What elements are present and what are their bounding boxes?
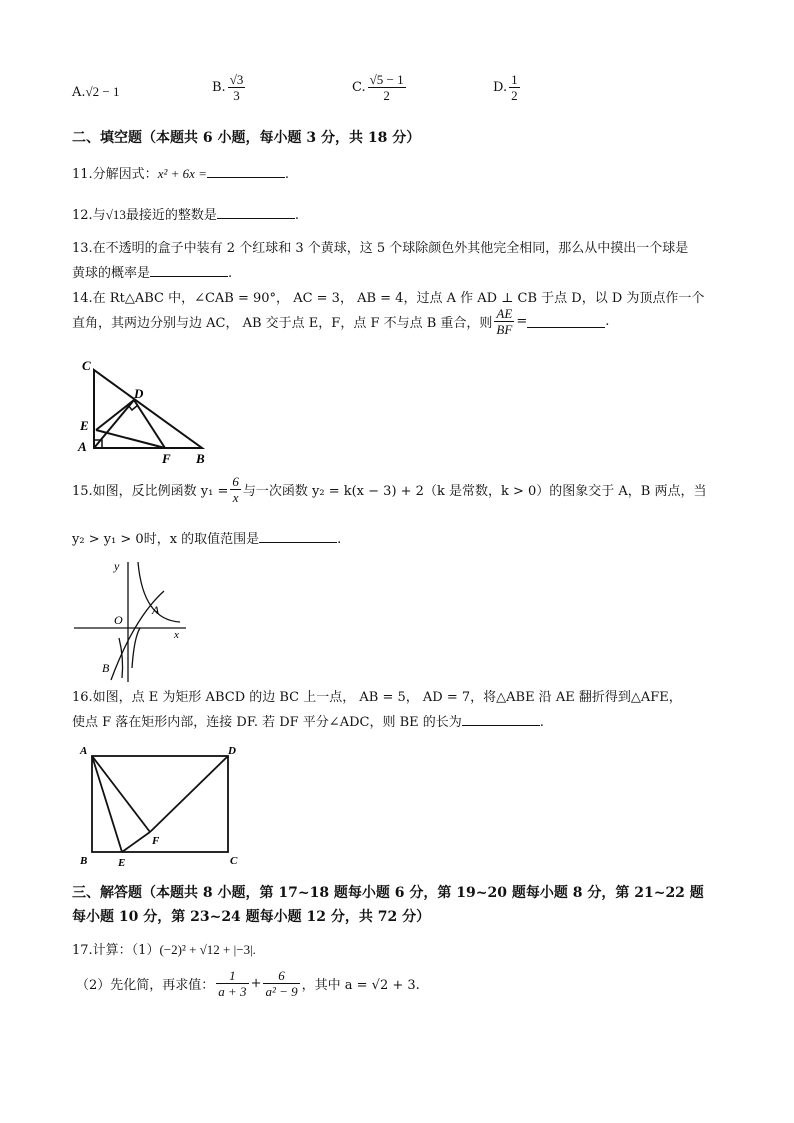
- q16-label-e: E: [118, 857, 126, 869]
- q15-fraction-denominator: x: [232, 490, 239, 505]
- q17-part-2-suffix: ，其中 a = √2 + 3.: [301, 978, 420, 993]
- question-17-part-1: [72, 939, 256, 958]
- question-15-line-1: [72, 474, 706, 505]
- question-14-line-2: [72, 306, 609, 337]
- option-c-denominator: 2: [383, 88, 390, 103]
- q14-equals: =: [516, 314, 528, 329]
- q12-suffix: .: [294, 208, 299, 223]
- q16-label-a: A: [80, 745, 88, 757]
- option-d-denominator: 2: [511, 88, 518, 103]
- option-a-text: √2 − 1: [85, 84, 120, 99]
- q14-label-f: F: [162, 451, 171, 466]
- q17-fraction-1-denominator: a + 3: [218, 984, 247, 999]
- section-3-heading-line-1: 三、解答题（本题共 8 小题，第 17~18 题每小题 6 分，第 19~20 题每小题 8 分，第 21~22 题: [72, 885, 704, 901]
- q14-label-e: E: [80, 418, 89, 433]
- q16-label-d: D: [228, 745, 236, 757]
- q15-part-2: 与一次函数 y₂ = k(x − 3) + 2（k 是常数，k > 0）的图象交于 A，B 两点，当: [242, 484, 707, 499]
- option-d: [493, 72, 522, 103]
- q16-text: 使点 F 落在矩形内部，连接 DF. 若 DF 平分∠ADC，则 BE 的长为: [72, 715, 462, 730]
- q12-prefix: 12.与: [72, 208, 106, 223]
- question-17-part-2: [76, 968, 420, 999]
- q16-label-b: B: [80, 855, 88, 867]
- q14-text: 直角，其两边分别与边 AC， AB 交于点 E，F，点 F 不与点 B 重合，则: [72, 316, 493, 331]
- question-16-line-1: 16.如图，点 E 为矩形 ABCD 的边 BC 上一点， AB = 5， AD = 7，将△ABE 沿 AE 翻折得到△AFE，: [72, 690, 682, 705]
- q12-answer-blank[interactable]: [217, 206, 295, 219]
- rectangle-figure-q16: [72, 740, 248, 870]
- q11-expression: x² + 6x =: [157, 166, 207, 181]
- q15-suffix: .: [337, 532, 342, 547]
- q14-fraction-numerator: AE: [496, 306, 513, 321]
- q13-suffix: .: [228, 266, 233, 281]
- option-a-label: A.: [72, 85, 86, 100]
- q15-label-y: y: [114, 559, 120, 573]
- question-11: [72, 163, 289, 182]
- option-c-numerator: √5 − 1: [369, 72, 404, 87]
- q11-prefix: 11.分解因式：: [72, 167, 158, 182]
- q14-answer-blank[interactable]: [527, 315, 605, 328]
- section-2-heading: 二、填空题（本题共 6 小题，每小题 3 分，共 18 分）: [72, 130, 421, 146]
- question-15-line-2: [72, 528, 341, 547]
- q14-label-a: A: [78, 439, 87, 454]
- question-13-line-2: [72, 262, 232, 281]
- q13-text: 黄球的概率是: [72, 266, 151, 281]
- q15-label-o: O: [114, 613, 123, 627]
- question-12: [72, 204, 299, 223]
- q15-answer-blank[interactable]: [259, 530, 337, 543]
- q14-label-d: D: [134, 386, 144, 401]
- q15-label-x: x: [174, 629, 179, 641]
- q16-label-f: F: [152, 835, 160, 847]
- option-d-numerator: 1: [511, 72, 518, 87]
- q12-text: 最接近的整数是: [125, 208, 217, 223]
- q15-text: y₂ > y₁ > 0时，x 的取值范围是: [72, 532, 260, 547]
- q17-fraction-2-denominator: a² − 9: [265, 984, 298, 999]
- question-14-line-1: 14.在 Rt△ABC 中，∠CAB = 90°， AC = 3， AB = 4，过点 A 作 AD ⊥ CB 于点 D，以 D 为顶点作一个: [72, 291, 705, 306]
- q14-label-c: C: [82, 358, 91, 373]
- q11-suffix: .: [284, 167, 290, 182]
- option-a: [72, 84, 120, 100]
- graph-figure-q15: [72, 558, 192, 682]
- q13-answer-blank[interactable]: [150, 264, 228, 277]
- option-d-label: D.: [493, 80, 508, 95]
- q17-fraction-2-numerator: 6: [263, 968, 299, 984]
- q17-part-1-expression: (−2)² + √12 + |−3|.: [159, 942, 256, 957]
- q14-suffix: .: [605, 314, 610, 329]
- q16-label-c: C: [230, 855, 238, 867]
- q17-fraction-1-numerator: 1: [216, 968, 248, 984]
- q17-part-1-prefix: 17.计算：（1）: [72, 943, 160, 958]
- question-16-line-2: [72, 711, 544, 730]
- q15-part-1: 15.如图，反比例函数 y₁ =: [72, 484, 229, 499]
- option-c-label: C.: [352, 80, 366, 95]
- q12-sqrt: √13: [105, 207, 126, 222]
- q17-part-2-prefix: （2）先化简，再求值：: [76, 978, 215, 993]
- question-13-line-1: 13.在不透明的盒子中装有 2 个红球和 3 个黄球，这 5 个球除颜色外其他完全相同，那么从中摸出一个球是: [72, 241, 689, 256]
- triangle-figure-q14: [72, 352, 212, 467]
- q17-plus: +: [250, 976, 262, 991]
- option-b-label: B.: [212, 80, 226, 95]
- q16-answer-blank[interactable]: [462, 713, 540, 726]
- q15-label-a: A: [152, 603, 160, 617]
- section-3-heading-line-2: 每小题 10 分，第 23~24 题每小题 12 分，共 72 分）: [72, 909, 431, 925]
- q15-fraction-numerator: 6: [232, 474, 239, 489]
- option-b: [212, 72, 247, 103]
- q14-label-b: B: [196, 451, 205, 466]
- option-c: [352, 72, 408, 103]
- q15-label-b: B: [102, 661, 110, 675]
- option-b-denominator: 3: [233, 88, 240, 103]
- q16-suffix: .: [539, 715, 544, 730]
- q14-fraction-denominator: BF: [496, 322, 513, 337]
- q11-answer-blank[interactable]: [207, 165, 285, 178]
- option-b-numerator: √3: [229, 72, 244, 87]
